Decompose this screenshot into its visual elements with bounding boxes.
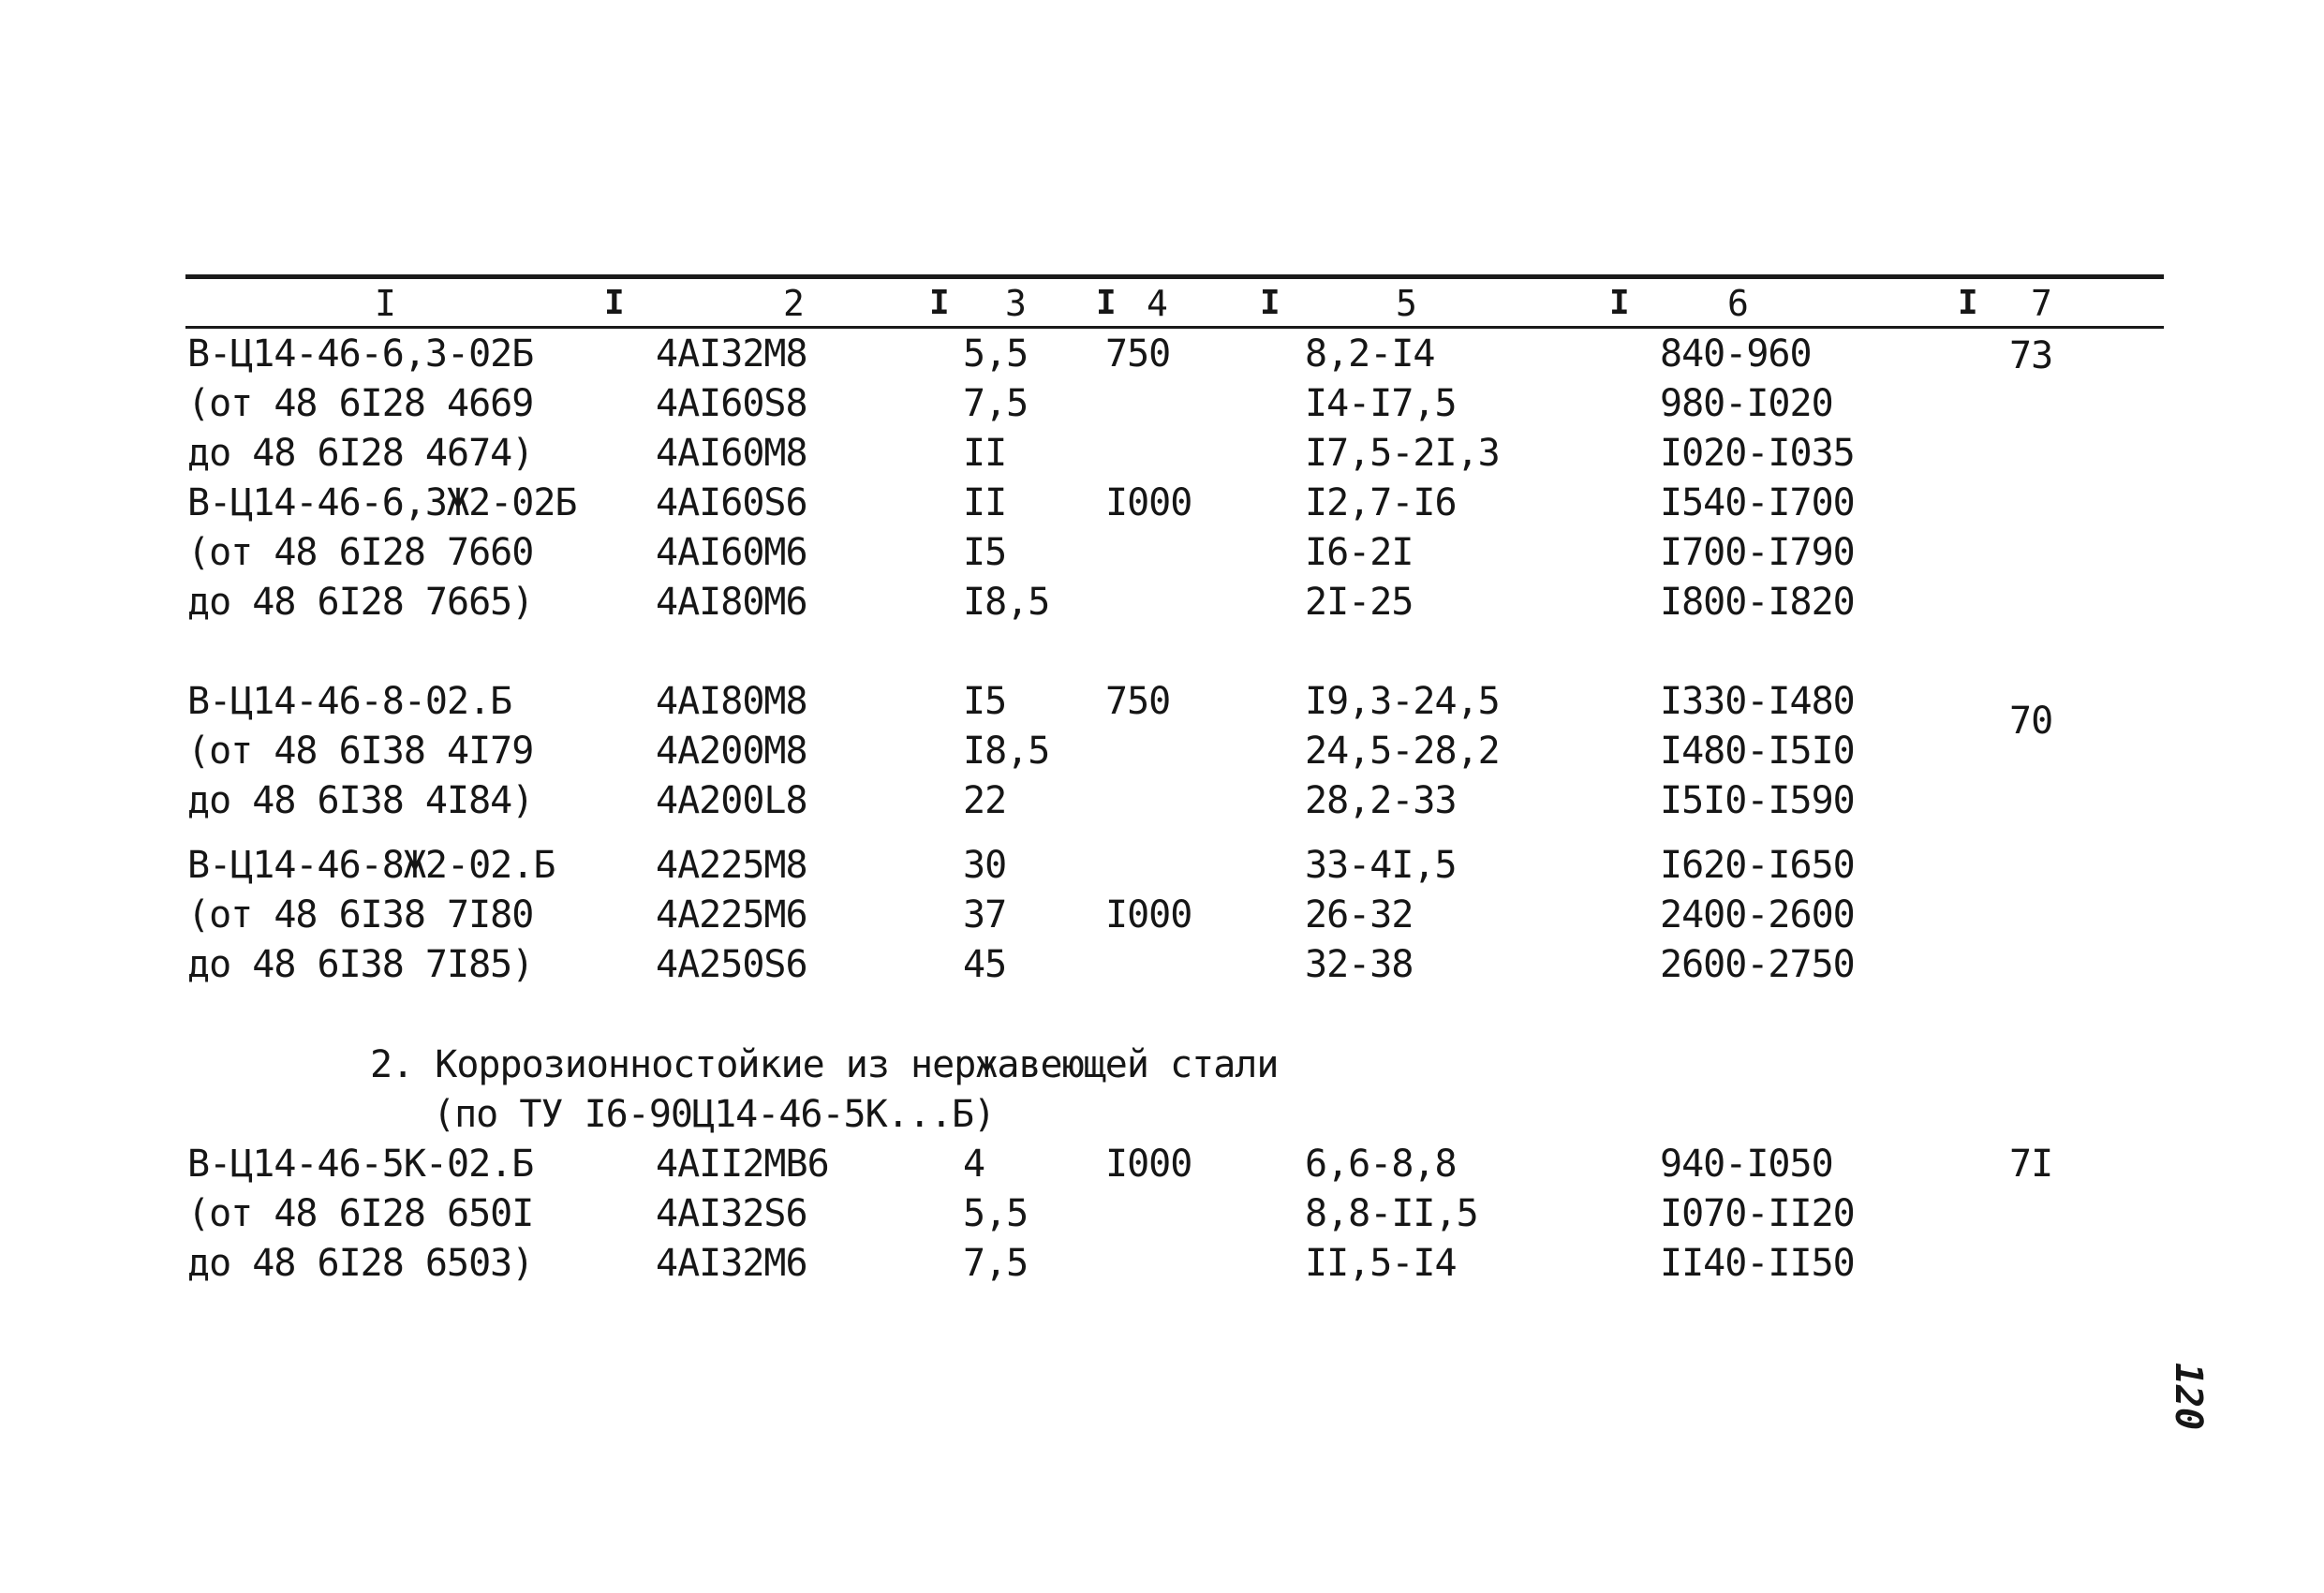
cell-power: 5,5: [963, 1192, 1029, 1235]
cell-code: 7I: [2009, 1143, 2053, 1186]
col-header-1: I: [375, 283, 396, 324]
cell-pressure: 980-I020: [1660, 382, 1833, 425]
cell-pressure: I070-II20: [1660, 1192, 1855, 1235]
cell-pressure: II40-II50: [1660, 1242, 1855, 1285]
cell-model: В-Ц14-46-6,3Ж2-02Б: [187, 481, 577, 524]
cell-pressure: I540-I700: [1660, 481, 1855, 524]
cell-model: до 48 6I38 7I85): [187, 943, 534, 986]
cell-motor: 4A200M8: [656, 730, 807, 773]
cell-motor: 4A225M6: [656, 893, 807, 937]
col-separator: I: [929, 284, 950, 322]
cell-motor: 4A250S6: [656, 943, 807, 986]
cell-power: I5: [963, 680, 1007, 723]
cell-model: В-Ц14-46-8Ж2-02.Б: [187, 844, 555, 887]
cell-range: I7,5-2I,3: [1305, 432, 1500, 475]
cell-power: 30: [963, 844, 1007, 887]
cell-pressure: 2400-2600: [1660, 893, 1855, 937]
cell-range: 32-38: [1305, 943, 1414, 986]
cell-pressure: I330-I480: [1660, 680, 1855, 723]
col-separator: I: [1260, 284, 1280, 322]
cell-speed: 750: [1105, 680, 1171, 723]
cell-power: 5,5: [963, 332, 1029, 376]
cell-pressure: I800-I820: [1660, 581, 1855, 624]
cell-model: до 48 6I28 7665): [187, 581, 534, 624]
cell-power: 45: [963, 943, 1007, 986]
section-subtitle: (по ТУ I6-90Ц14-46-5К...Б): [433, 1093, 996, 1136]
cell-motor: 4AI32M6: [656, 1242, 807, 1285]
cell-model: В-Ц14-46-5К-02.Б: [187, 1143, 534, 1186]
cell-motor: 4A225M8: [656, 844, 807, 887]
col-header-4: 4: [1147, 283, 1168, 324]
cell-model: В-Ц14-46-6,3-02Б: [187, 332, 534, 376]
cell-power: 7,5: [963, 1242, 1029, 1285]
cell-pressure: 940-I050: [1660, 1143, 1833, 1186]
cell-motor: 4AI32M8: [656, 332, 807, 376]
cell-range: 2I-25: [1305, 581, 1414, 624]
cell-range: 24,5-28,2: [1305, 730, 1500, 773]
cell-range: 8,8-II,5: [1305, 1192, 1478, 1235]
cell-speed: I000: [1105, 893, 1192, 937]
cell-power: I5: [963, 531, 1007, 574]
col-header-6: 6: [1727, 283, 1749, 324]
cell-power: 7,5: [963, 382, 1029, 425]
cell-model: (от 48 6I28 4669: [187, 382, 534, 425]
table-top-rule: [185, 274, 2164, 279]
cell-speed: I000: [1105, 1143, 1192, 1186]
cell-speed: 750: [1105, 332, 1171, 376]
cell-power: 37: [963, 893, 1007, 937]
cell-range: 6,6-8,8: [1305, 1143, 1457, 1186]
cell-range: 8,2-I4: [1305, 332, 1435, 376]
cell-range: I9,3-24,5: [1305, 680, 1500, 723]
cell-power: I8,5: [963, 581, 1050, 624]
cell-speed: I000: [1105, 481, 1192, 524]
cell-range: 28,2-33: [1305, 779, 1457, 822]
cell-power: II: [963, 432, 1007, 475]
cell-pressure: I700-I790: [1660, 531, 1855, 574]
cell-model: (от 48 6I38 4I79: [187, 730, 534, 773]
cell-pressure: I620-I650: [1660, 844, 1855, 887]
cell-pressure: I480-I5I0: [1660, 730, 1855, 773]
cell-model: (от 48 6I28 650I: [187, 1192, 534, 1235]
cell-motor: 4A200L8: [656, 779, 807, 822]
cell-motor: 4AI60S6: [656, 481, 807, 524]
col-separator: I: [1609, 284, 1630, 322]
cell-pressure: 2600-2750: [1660, 943, 1855, 986]
cell-range: I6-2I: [1305, 531, 1414, 574]
cell-range: I2,7-I6: [1305, 481, 1457, 524]
cell-model: (от 48 6I28 7660: [187, 531, 534, 574]
cell-power: 22: [963, 779, 1007, 822]
cell-model: В-Ц14-46-8-02.Б: [187, 680, 512, 723]
table-header-rule: [185, 326, 2164, 329]
cell-power: II: [963, 481, 1007, 524]
cell-motor: 4AI60S8: [656, 382, 807, 425]
cell-motor: 4AI60M8: [656, 432, 807, 475]
cell-model: (от 48 6I38 7I80: [187, 893, 534, 937]
cell-range: 33-4I,5: [1305, 844, 1457, 887]
cell-pressure: 840-960: [1660, 332, 1812, 376]
cell-power: 4: [963, 1143, 985, 1186]
cell-code: 73: [2009, 334, 2053, 377]
cell-model: до 48 6I28 6503): [187, 1242, 534, 1285]
cell-motor: 4AI80M8: [656, 680, 807, 723]
cell-model: до 48 6I38 4I84): [187, 779, 534, 822]
cell-motor: 4AI80M6: [656, 581, 807, 624]
col-header-7: 7: [2031, 283, 2052, 324]
cell-code: 70: [2009, 700, 2053, 743]
cell-motor: 4AI60M6: [656, 531, 807, 574]
col-separator: I: [1096, 284, 1117, 322]
page-number: 120: [2167, 1362, 2211, 1431]
col-header-5: 5: [1396, 283, 1417, 324]
col-header-3: 3: [1005, 283, 1027, 324]
cell-pressure: I020-I035: [1660, 432, 1855, 475]
cell-range: II,5-I4: [1305, 1242, 1457, 1285]
cell-motor: 4AI32S6: [656, 1192, 807, 1235]
cell-pressure: I5I0-I590: [1660, 779, 1855, 822]
cell-model: до 48 6I28 4674): [187, 432, 534, 475]
col-separator: I: [1958, 284, 1978, 322]
cell-range: 26-32: [1305, 893, 1414, 937]
cell-range: I4-I7,5: [1305, 382, 1457, 425]
cell-power: I8,5: [963, 730, 1050, 773]
cell-motor: 4AII2MB6: [656, 1143, 829, 1186]
section-title: 2. Коррозионностойкие из нержавеющей стали: [370, 1043, 1279, 1086]
col-header-2: 2: [783, 283, 805, 324]
col-separator: I: [604, 284, 625, 322]
